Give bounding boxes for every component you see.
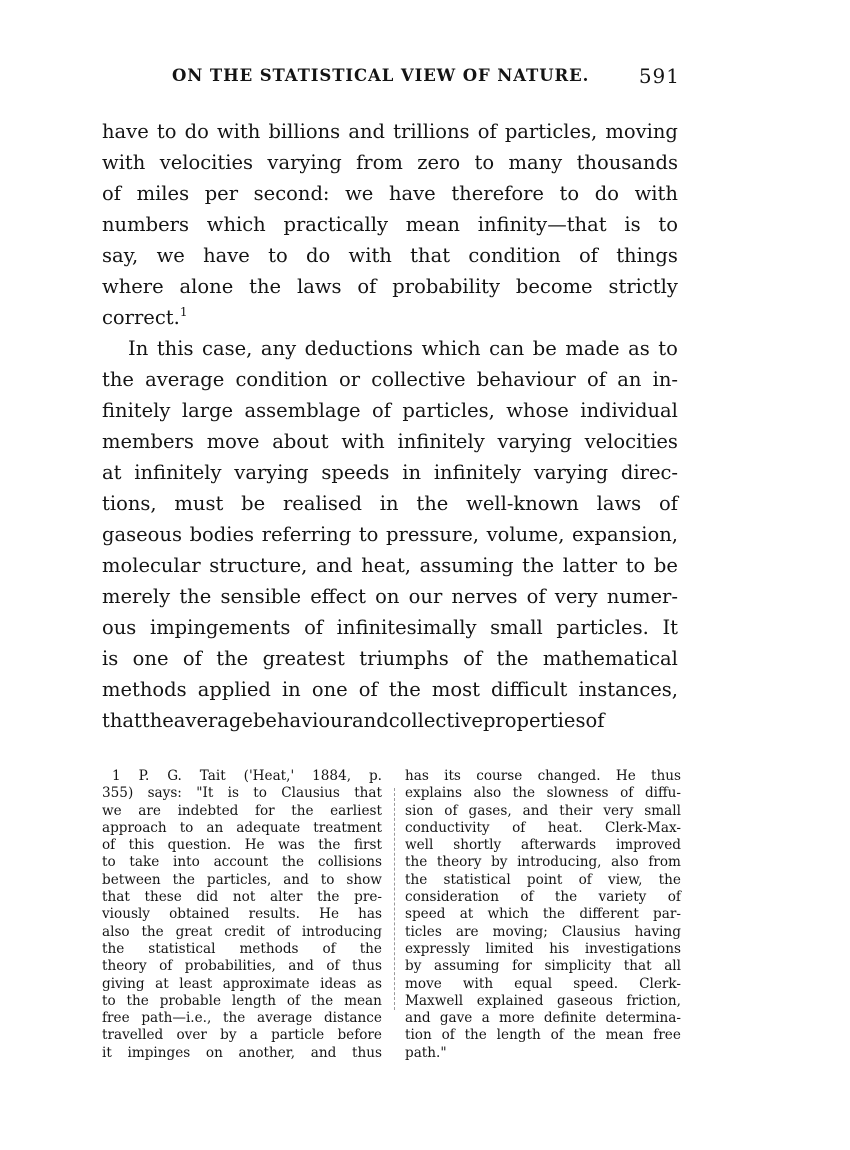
body-line: members move about with infinitely varying velocities bbox=[102, 430, 678, 453]
footnote-line: theory of probabilities, and of thus bbox=[102, 958, 382, 975]
footnote-line: approach to an adequate treatment bbox=[102, 819, 382, 836]
footnote-column-right bbox=[405, 768, 681, 1062]
footnotes bbox=[102, 768, 680, 1088]
footnote-line: move with equal speed. Clerk- bbox=[405, 975, 681, 992]
footnote-line: to take into account the collisions bbox=[102, 854, 382, 871]
footnote-line: consideration of the variety of bbox=[405, 889, 681, 906]
footnote-line: travelled over by a particle before bbox=[102, 1027, 382, 1044]
footnote-line: the statistical point of view, the bbox=[405, 871, 681, 888]
footnote-line: the theory by introducing, also from bbox=[405, 854, 681, 871]
running-head bbox=[102, 64, 680, 92]
body-line: that the average behaviour and collective properties of bbox=[102, 709, 605, 732]
body-line: correct.$^1$ bbox=[102, 305, 188, 329]
footnote-line: well shortly afterwards improved bbox=[405, 837, 681, 854]
footnote-line: giving at least approximate ideas as bbox=[102, 975, 382, 992]
body-line: is one of the greatest triumphs of the mathematical bbox=[102, 647, 678, 670]
body-line: merely the sensible effect on our nerves of very numer- bbox=[102, 585, 678, 608]
footnote-line: to the probable length of the mean bbox=[102, 992, 382, 1009]
body-line: where alone the laws of probability become strictly bbox=[102, 275, 678, 298]
footnote-line: of this question. He was the first bbox=[102, 837, 382, 854]
body-line: ous impingements of infinitesimally small particles. It bbox=[102, 616, 678, 639]
body-text bbox=[102, 116, 678, 736]
body-line: numbers which practically mean infinity—that is to bbox=[102, 213, 678, 236]
footnote-line: Maxwell explained gaseous friction, bbox=[405, 992, 681, 1009]
footnote-line: 1 P. G. Tait ('Heat,' 1884, p. bbox=[112, 768, 382, 784]
footnote-line: we are indebted for the earliest bbox=[102, 802, 382, 819]
footnote-line: sion of gases, and their very small bbox=[405, 802, 681, 819]
page-number: 591 bbox=[638, 64, 680, 88]
footnote-line: by assuming for simplicity that all bbox=[405, 958, 681, 975]
body-line: say, we have to do with that condition of things bbox=[102, 244, 678, 267]
footnote-line: expressly limited his investigations bbox=[405, 940, 681, 957]
footnote-line: free path—i.e., the average distance bbox=[102, 1010, 382, 1027]
footnote-line: it impinges on another, and thus bbox=[102, 1044, 382, 1061]
footnote-line: conductivity of heat. Clerk-Max- bbox=[405, 819, 681, 836]
footnote-line: also the great credit of introducing bbox=[102, 923, 382, 940]
body-line: the average condition or collective behaviour of an in- bbox=[102, 368, 678, 391]
footnote-line: 355) says: "It is to Clausius that bbox=[102, 785, 382, 802]
footnote-reference: 1 bbox=[179, 305, 188, 319]
body-line: methods applied in one of the most difficult instances, bbox=[102, 678, 678, 701]
body-line: have to do with billions and trillions of particles, moving bbox=[102, 120, 678, 143]
body-line: gaseous bodies referring to pressure, volume, expansion, bbox=[102, 523, 678, 546]
footnote-line: speed at which the different par- bbox=[405, 906, 681, 923]
body-line: of miles per second: we have therefore to do with bbox=[102, 182, 678, 205]
footnote-column-divider bbox=[394, 788, 395, 1010]
footnote-line: between the particles, and to show bbox=[102, 871, 382, 888]
footnote-column-left bbox=[102, 768, 382, 1062]
running-title: ON THE STATISTICAL VIEW OF NATURE. bbox=[172, 66, 590, 85]
footnote-line: the statistical methods of the bbox=[102, 940, 382, 957]
footnote-line: explains also the slowness of diffu- bbox=[405, 785, 681, 802]
body-line: In this case, any deductions which can be made as to bbox=[128, 337, 678, 360]
body-line: molecular structure, and heat, assuming the latter to be bbox=[102, 554, 678, 577]
footnote-line: viously obtained results. He has bbox=[102, 906, 382, 923]
body-line: with velocities varying from zero to many thousands bbox=[102, 151, 678, 174]
footnote-line: that these did not alter the pre- bbox=[102, 889, 382, 906]
footnote-line: ticles are moving; Clausius having bbox=[405, 923, 681, 940]
footnote-line: and gave a more definite determina- bbox=[405, 1010, 681, 1027]
body-line: tions, must be realised in the well-known laws of bbox=[102, 492, 678, 515]
body-line: at infinitely varying speeds in infinitely varying direc- bbox=[102, 461, 678, 484]
body-line: finitely large assemblage of particles, whose individual bbox=[102, 399, 678, 422]
footnote-line: has its course changed. He thus bbox=[405, 768, 681, 784]
footnote-line: path." bbox=[405, 1044, 447, 1061]
footnote-line: tion of the length of the mean free bbox=[405, 1027, 681, 1044]
